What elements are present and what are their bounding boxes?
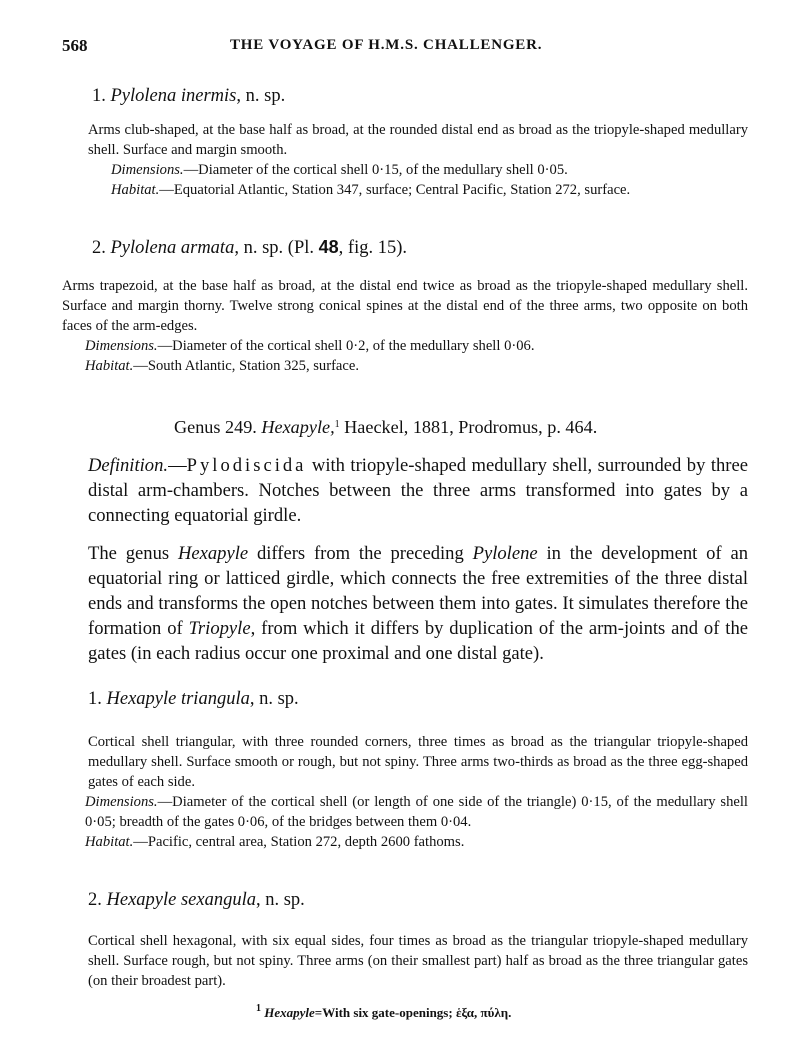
footnote-term: Hexapyle: [264, 1005, 315, 1020]
genus-citation: Haeckel, 1881, Prodromus, p. 464.: [339, 417, 598, 437]
genus-definition: [62, 453, 748, 528]
species-suffix: , n. sp. (Pl.: [234, 238, 319, 258]
footnote-text: =With six gate-openings; ἑξα, πύλη.: [314, 1005, 512, 1020]
footnote-marker: 1: [334, 419, 340, 430]
species-description-block: [62, 732, 748, 852]
definition-paragraph: [62, 453, 748, 528]
dimensions-text: —Diameter of the cortical shell (or length of one side of the triangle) 0·15, of the medullary shell 0·05; breadth of the gates 0·06, of the bridges between them 0·04.: [85, 794, 748, 830]
definition-family: Pylodiscida: [186, 455, 307, 476]
dimensions-text: —Diameter of the cortical shell 0·2, of the medullary shell 0·06.: [157, 338, 535, 354]
genus-discussion: [62, 541, 748, 666]
dimensions-line: [62, 792, 748, 832]
page-header: [62, 36, 752, 56]
habitat-label: Habitat.: [85, 834, 134, 850]
genus-prefix: Genus 249.: [174, 417, 262, 437]
species-suffix: , n. sp.: [236, 86, 286, 106]
species-heading: [92, 237, 407, 259]
genus-name-ref: Triopyle: [188, 618, 251, 639]
habitat-label: Habitat.: [85, 358, 134, 374]
dimensions-label: Dimensions.: [111, 162, 184, 178]
discussion-text: , from which it differs by duplication of the arm-joints and of the gates (in each radius occur one proximal and one distal gate).: [88, 618, 749, 664]
habitat-text: —South Atlantic, Station 325, surface.: [133, 358, 360, 374]
figure-ref: , fig. 15).: [338, 238, 407, 258]
definition-text: with triopyle-shaped medullary shell, surrounded by three distal arm-chambers. Notches between the three arms transformed into gates by a connecting equatorial girdle.: [88, 455, 748, 526]
habitat-line: [62, 356, 748, 376]
species-description: Cortical shell hexagonal, with six equal sides, four times as broad as the triangular triopyle-shaped medullary shell. Surface rough, but not spiny. Three arms (on their smallest part) half as broad as the three triangular gates (on their broadest part).: [88, 933, 748, 989]
genus-name: Hexapyle,: [261, 417, 335, 437]
species-description: Cortical shell triangular, with three rounded corners, three times as broad as the triangular triopyle-shaped medullary shell. Surface smooth or rough, but not spiny. Three arms two-thirds as broad as the three egg-shaped gates of each side.: [88, 734, 748, 790]
habitat-line: [62, 832, 748, 852]
habitat-label: Habitat.: [111, 182, 160, 198]
genus-heading: [174, 417, 597, 438]
definition-label: Definition.: [88, 455, 169, 476]
page-number: 568: [62, 36, 88, 55]
species-number: 2.: [88, 890, 102, 910]
dimensions-label: Dimensions.: [85, 794, 158, 810]
species-description-block: [62, 931, 748, 991]
species-name: Hexapyle sexangula: [106, 890, 256, 910]
dimensions-line: [62, 336, 748, 356]
discussion-text: differs from the preceding: [248, 543, 473, 564]
habitat-line: [88, 180, 748, 200]
species-suffix: , n. sp.: [255, 890, 305, 910]
dimensions-label: Dimensions.: [85, 338, 158, 354]
species-name: Pylolena inermis: [110, 86, 237, 106]
discussion-text: The genus: [88, 543, 178, 564]
genus-name-ref: Hexapyle: [177, 543, 249, 564]
species-heading: [88, 689, 299, 710]
species-description-block: [62, 276, 748, 376]
discussion-paragraph: [62, 541, 748, 666]
dimensions-line: [88, 160, 748, 180]
species-description-block: [88, 120, 748, 200]
definition-dash: —: [168, 455, 187, 476]
running-title: THE VOYAGE OF H.M.S. CHALLENGER.: [230, 37, 543, 53]
habitat-text: —Pacific, central area, Station 272, depth 2600 fathoms.: [133, 834, 465, 850]
species-heading: [88, 890, 305, 911]
footnote-mark: 1: [256, 1003, 261, 1014]
footnote: [256, 1003, 511, 1021]
species-heading: [92, 86, 285, 107]
species-name: Pylolena armata: [110, 238, 235, 258]
species-suffix: , n. sp.: [249, 689, 299, 709]
species-number: 2.: [92, 238, 106, 258]
genus-name-ref: Pylolene: [472, 543, 538, 564]
species-name: Hexapyle triangula: [106, 689, 250, 709]
plate-number: 48: [318, 237, 339, 257]
discussion-text: in the development of an equatorial ring or latticed girdle, which connects the free extremities of the three distal ends and transforms the open notches between them into gates. It simulates therefore the formation of: [88, 543, 748, 639]
species-description: Arms trapezoid, at the base half as broad, at the distal end twice as broad as the triopyle-shaped medullary shell. Surface and margin thorny. Twelve strong conical spines at the distal end of the three arms, two opposite on both faces of the arm-edges.: [62, 278, 748, 334]
species-number: 1.: [88, 689, 102, 709]
dimensions-text: —Diameter of the cortical shell 0·15, of the medullary shell 0·05.: [183, 162, 568, 178]
habitat-text: —Equatorial Atlantic, Station 347, surface; Central Pacific, Station 272, surface.: [159, 182, 631, 198]
species-description: Arms club-shaped, at the base half as broad, at the rounded distal end as broad as the triopyle-shaped medullary shell. Surface and margin smooth.: [88, 122, 748, 158]
species-number: 1.: [92, 86, 106, 106]
